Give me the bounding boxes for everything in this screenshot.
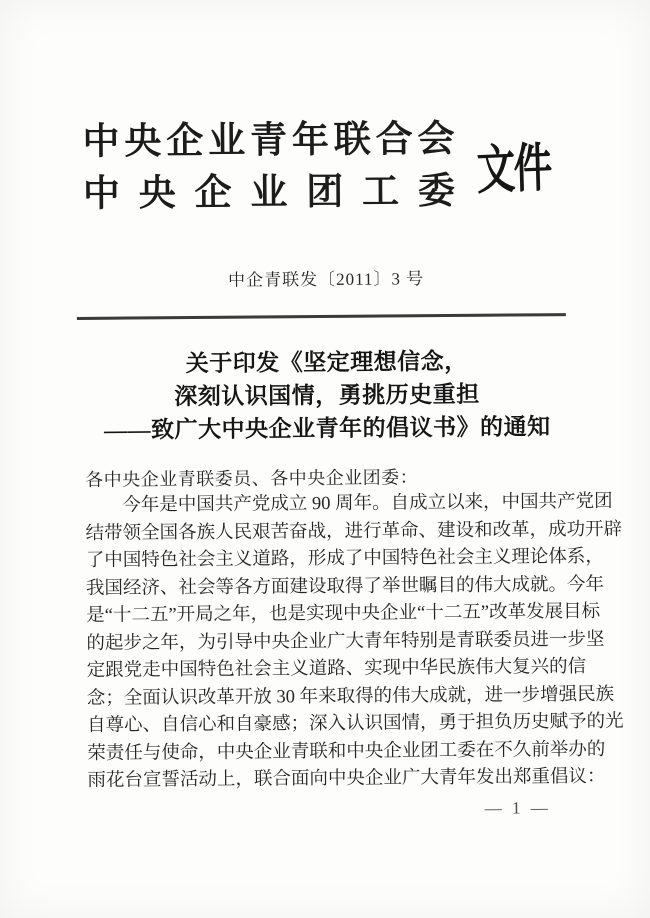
document-letterhead	[82, 116, 568, 216]
document-title	[84, 344, 570, 447]
body-text-line: 是“十二五”开局之年，也是实现中央企业“十二五”改革发展目标	[86, 601, 601, 626]
issuing-organizations	[82, 117, 455, 216]
title-line-2: 深刻认识国情，勇挑历史重担	[174, 381, 480, 410]
body-text-line: 雨花台宣誓活动上，联合面向中央企业广大青年发出郑重倡议：	[87, 766, 606, 791]
org-name-line1: 中央企业青年联合会	[82, 117, 455, 162]
document-type-label: 文件	[475, 139, 552, 201]
body-text-line: 定跟党走中国特色社会主义道路、实现中华民族伟大复兴的信	[86, 656, 587, 681]
letterhead-divider-line	[77, 313, 566, 320]
page-number: — 1 —	[484, 797, 551, 818]
org-name-line2: 中央企业团工委	[82, 169, 456, 214]
body-text-line: 了中国特色社会主义道路，形成了中国特色社会主义理论体系，	[85, 546, 604, 571]
document-reference-number: 中企青联发〔2011〕3 号	[227, 269, 425, 290]
body-text-line: 自尊心、自信心和自豪感；深入认识国情，勇于担负历史赋予的光	[87, 711, 624, 736]
salutation-line: 各中央企业青联委员、各中央企业团委：	[85, 467, 419, 490]
body-text-line: 的起步之年，为引导中央企业广大青年特别是青联委员进一步坚	[86, 629, 605, 654]
body-paragraph	[85, 489, 624, 795]
body-text-line: 念；全面认识改革开放 30 年来取得的伟大成就，进一步增强民族	[86, 684, 615, 709]
body-text-line: 我国经济、社会等各方面建设取得了举世瞩目的伟大成就。今年	[85, 574, 605, 599]
title-line-3: ——致广大中央企业青年的倡议书》的通知	[103, 414, 551, 443]
body-text-line: 荣责任与使命，中央企业青联和中央企业团工委在不久前举办的	[87, 739, 606, 764]
body-text-line: 结带领全国各族人民艰苦奋战，进行革命、建设和改革，成功开辟	[85, 519, 623, 544]
title-line-1: 关于印发《坚定理想信念，	[185, 348, 468, 377]
body-text-line: 今年是中国共产党成立 90 周年。自成立以来，中国共产党团	[122, 491, 613, 516]
